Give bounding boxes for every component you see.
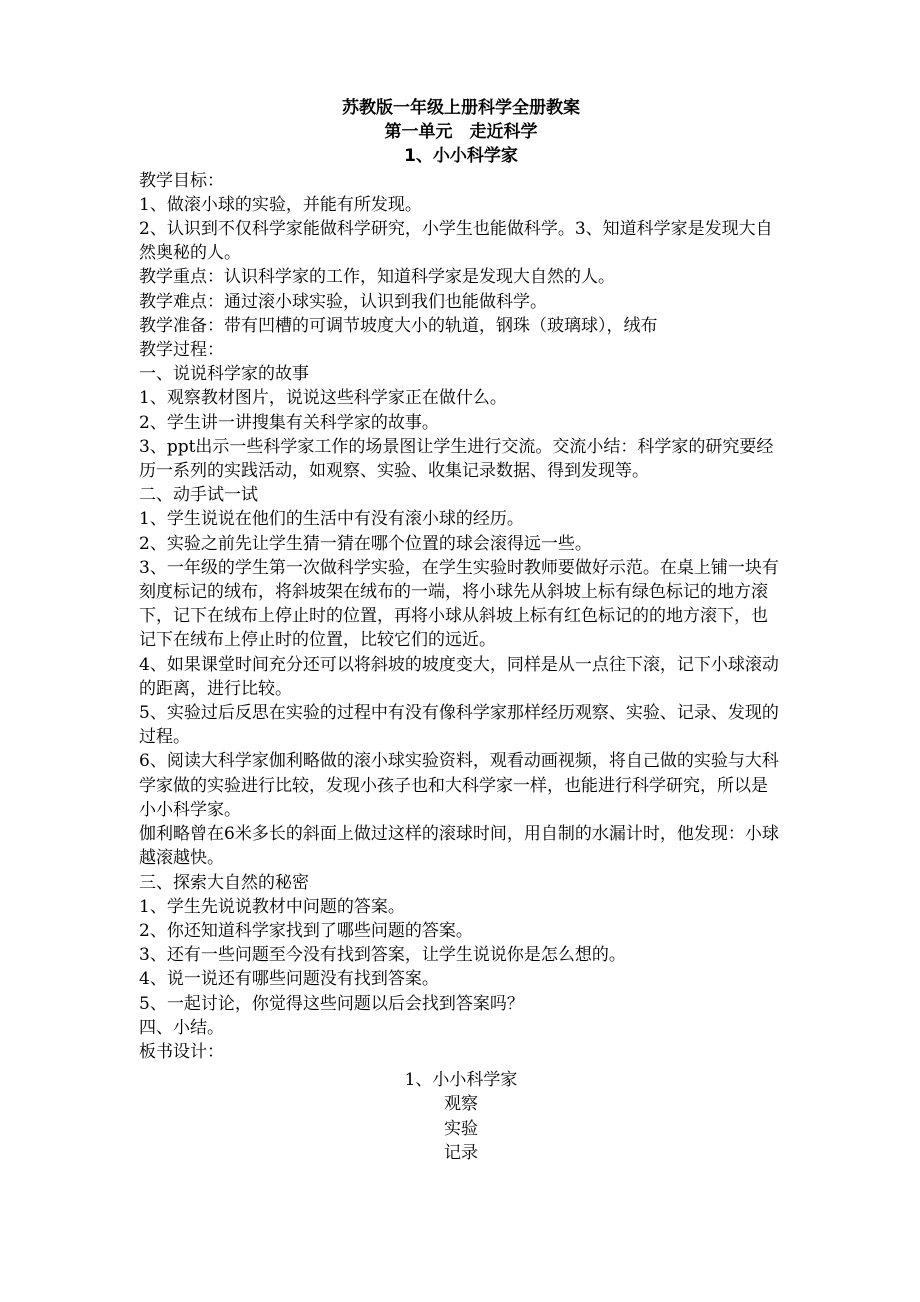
board-title: 1、小小科学家	[404, 1070, 518, 1091]
paragraph: 伽利略曾在6米多长的斜面上做过这样的滚球时间，用自制的水漏计时，他发现：小球越滚越快。	[139, 824, 779, 869]
blackboard-design	[139, 1068, 783, 1165]
board-item: 实验	[444, 1118, 478, 1139]
lesson-body	[139, 169, 783, 1065]
paragraph: 5、一起讨论，你觉得这些问题以后会找到答案吗？	[139, 993, 524, 1014]
section-heading: 三、探索大自然的秘密	[139, 872, 309, 893]
paragraph: 3、一年级的学生第一次做科学实验，在学生实验时教师要做好示范。在桌上铺一块有刻度标记的绒布，将斜坡架在绒布的一端，将小球先从斜坡上标有绿色标记的地方滚下，记下在绒布上停止时的位置，再将小球从斜坡上标有红色标记的的地方滚下，也记下在绒布上停止时的位置，比较它们的远近。	[139, 557, 779, 651]
paragraph: 教学重点：认识科学家的工作，知道科学家是发现大自然的人。	[139, 267, 615, 288]
paragraph: 1、观察教材图片，说说这些科学家正在做什么。	[139, 388, 507, 409]
unit-title: 第一单元 走近科学	[384, 122, 538, 143]
lesson-title: 1、小小科学家	[404, 146, 518, 167]
paragraph: 2、认识到不仅科学家能做科学研究，小学生也能做科学。3、知道科学家是发现大自然奥秘的人。	[139, 219, 773, 264]
paragraph: 教学过程：	[139, 340, 224, 361]
lesson-plan-document	[139, 96, 783, 1165]
paragraph: 板书设计：	[139, 1041, 224, 1062]
section-heading: 二、动手试一试	[139, 485, 258, 506]
board-item: 观察	[444, 1094, 478, 1115]
board-item: 记录	[444, 1142, 478, 1163]
paragraph: 4、说一说还有哪些问题没有找到答案。	[139, 969, 439, 990]
paragraph: 1、做滚小球的实验，并能有所发现。	[139, 194, 422, 215]
paragraph: 2、实验之前先让学生猜一猜在哪个位置的球会滚得远一些。	[139, 533, 592, 554]
section-heading: 一、说说科学家的故事	[139, 364, 309, 385]
paragraph: 教学准备：带有凹槽的可调节坡度大小的轨道，钢珠（玻璃球），绒布	[139, 315, 658, 336]
paragraph: 6、阅读大科学家伽利略做的滚小球实验资料，观看动画视频，将自己做的实验与大科学家做的实验进行比较，发现小孩子也和大科学家一样，也能进行科学研究，所以是小小科学家。	[139, 751, 779, 820]
book-title: 苏教版一年级上册科学全册教案	[342, 98, 580, 118]
paragraph: 1、学生说说在他们的生活中有没有滚小球的经历。	[139, 509, 524, 530]
paragraph: 教学目标：	[139, 170, 224, 191]
paragraph: 1、学生先说说教材中问题的答案。	[139, 896, 405, 917]
section-heading: 四、小结。	[139, 1017, 224, 1038]
paragraph: 2、学生讲一讲搜集有关科学家的故事。	[139, 412, 439, 433]
paragraph: 教学难点：通过滚小球实验，认识到我们也能做科学。	[139, 291, 547, 312]
paragraph: 2、你还知道科学家找到了哪些问题的答案。	[139, 920, 473, 941]
paragraph: 3、还有一些问题至今没有找到答案，让学生说说你是怎么想的。	[139, 945, 626, 966]
paragraph: 5、实验过后反思在实验的过程中有没有像科学家那样经历观察、实验、记录、发现的过程。	[139, 703, 779, 748]
paragraph: 3、ppt出示一些科学家工作的场景图让学生进行交流。交流小结：科学家的研究要经历一系列的实践活动，如观察、实验、收集记录数据、得到发现等。	[139, 436, 774, 482]
paragraph: 4、如果课堂时间充分还可以将斜坡的坡度变大，同样是从一点往下滚，记下小球滚动的距离，进行比较。	[139, 654, 779, 699]
